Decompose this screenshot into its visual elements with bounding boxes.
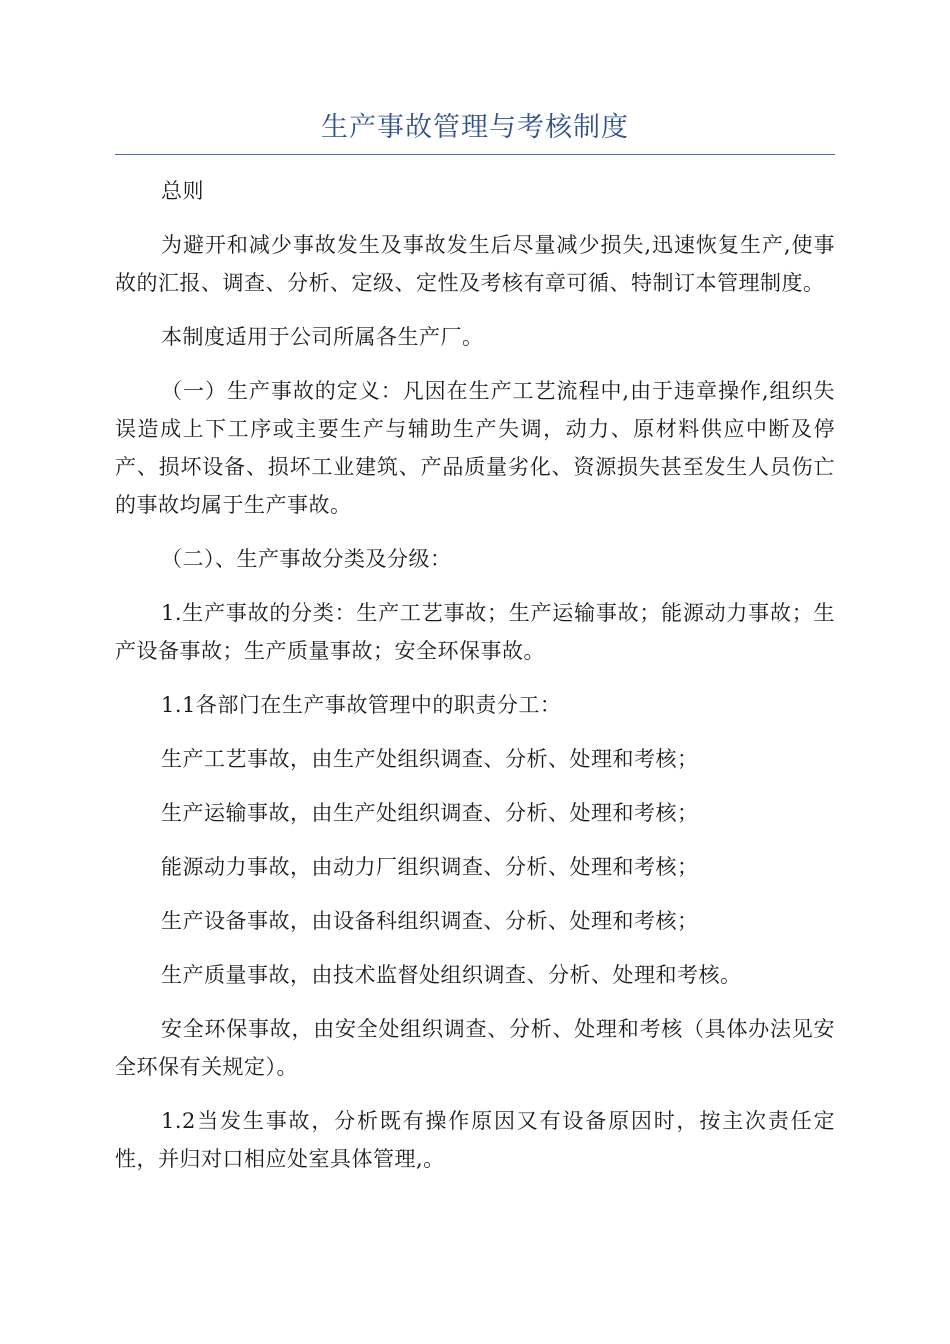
title-underline	[115, 154, 835, 155]
paragraph-definition: （一）生产事故的定义：凡因在生产工艺流程中,由于违章操作,组织失误造成上下工序或主要生产与辅助生产失调，动力、原材料供应中断及停产、损坏设备、损坏工业建筑、产品质量劣化、资源损失甚至发生人员伤亡的事故均属于生产事故。	[115, 379, 835, 517]
paragraph-classification-heading: （二）、生产事故分类及分级：	[161, 547, 452, 571]
paragraph-process-accident: 生产工艺事故，由生产处组织调查、分析、处理和考核；	[161, 747, 699, 771]
paragraph-purpose: 为避开和减少事故发生及事故发生后尽量减少损失,迅速恢复生产,使事故的汇报、调查、分析、定级、定性及考核有章可循、特制订本管理制度。	[115, 233, 835, 295]
paragraph-transport-accident: 生产运输事故，由生产处组织调查、分析、处理和考核；	[161, 801, 699, 825]
paragraph-general: 总则	[161, 179, 204, 203]
paragraph-energy-accident: 能源动力事故，由动力厂组织调查、分析、处理和考核；	[161, 855, 699, 879]
paragraph-scope: 本制度适用于公司所属各生产厂。	[161, 325, 484, 349]
paragraph-equipment-accident: 生产设备事故，由设备科组织调查、分析、处理和考核；	[161, 909, 699, 933]
paragraph-quality-accident: 生产质量事故，由技术监督处组织调查、分析、处理和考核。	[161, 963, 742, 987]
document-body	[115, 172, 835, 1194]
paragraph-mixed-cause: 1.2当发生事故，分析既有操作原因又有设备原因时，按主次责任定性，并归对口相应处室具体管理,。	[115, 1109, 835, 1171]
paragraph-safety-accident: 安全环保事故，由安全处组织调查、分析、处理和考核（具体办法见安全环保有关规定）。	[115, 1017, 835, 1079]
paragraph-classification: 1.生产事故的分类：生产工艺事故；生产运输事故；能源动力事故；生产设备事故；生产质量事故；安全环保事故。	[115, 601, 835, 663]
paragraph-responsibility-heading: 1.1各部门在生产事故管理中的职责分工：	[161, 693, 562, 717]
document-title: 生产事故管理与考核制度	[321, 112, 629, 143]
